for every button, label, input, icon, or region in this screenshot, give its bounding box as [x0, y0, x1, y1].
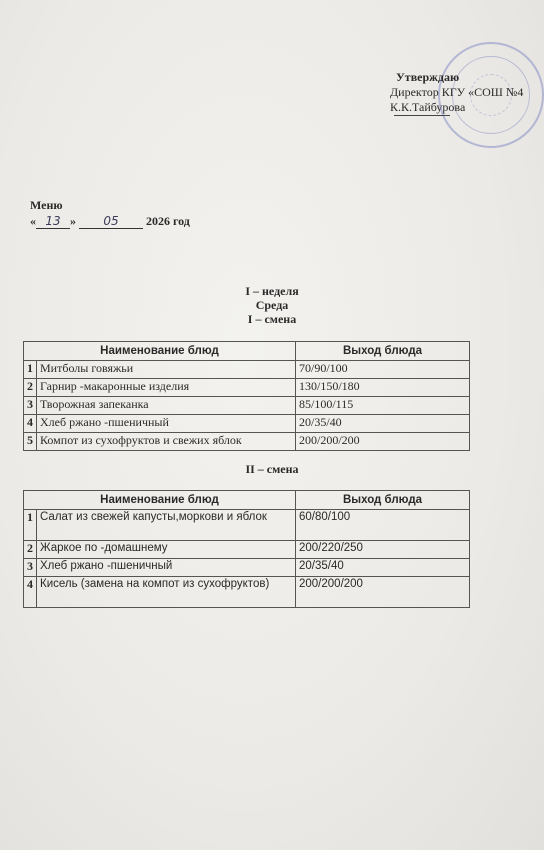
dish-output: 200/200/200	[296, 433, 470, 451]
date-year: 2026 год	[146, 214, 190, 228]
date-month: 05	[79, 214, 143, 229]
row-number: 2	[24, 379, 37, 397]
dish-name: Гарнир -макаронные изделия	[37, 379, 296, 397]
dish-output: 60/80/100	[296, 510, 470, 541]
day-heading: Среда	[255, 298, 289, 312]
table-row	[24, 541, 470, 559]
row-number: 3	[24, 397, 37, 415]
dish-output: 200/200/200	[296, 577, 470, 608]
shift2-menu-table	[23, 490, 470, 608]
dish-name: Компот из сухофруктов и свежих яблок	[37, 433, 296, 451]
table-row	[24, 577, 470, 608]
week-heading: I – неделя	[245, 284, 299, 298]
approval-title: Утверждаю	[396, 70, 460, 84]
table-row	[24, 433, 470, 451]
table-row	[24, 379, 470, 397]
dish-name: Кисель (замена на компот из сухофруктов)	[37, 577, 296, 608]
col-header-output: Выход блюда	[296, 491, 470, 510]
date-day: 13	[36, 214, 70, 229]
row-number: 3	[24, 559, 37, 577]
row-number: 5	[24, 433, 37, 451]
col-header-dish: Наименование блюд	[24, 342, 296, 361]
shift1-menu-table	[23, 341, 470, 451]
table-row	[24, 361, 470, 379]
dish-output: 20/35/40	[296, 559, 470, 577]
row-number: 1	[24, 361, 37, 379]
dish-name: Жаркое по -домашнему	[37, 541, 296, 559]
dish-output: 85/100/115	[296, 397, 470, 415]
dish-output: 200/220/250	[296, 541, 470, 559]
dish-output: 130/150/180	[296, 379, 470, 397]
menu-title: Меню	[30, 198, 63, 212]
row-number: 1	[24, 510, 37, 541]
dish-name: Хлеб ржано -пшеничный	[37, 415, 296, 433]
col-header-dish: Наименование блюд	[24, 491, 296, 510]
row-number: 2	[24, 541, 37, 559]
dish-name: Творожная запеканка	[37, 397, 296, 415]
dish-name: Хлеб ржано -пшеничный	[37, 559, 296, 577]
table-row	[24, 559, 470, 577]
date-quote-close: »	[70, 214, 76, 228]
table-row	[24, 397, 470, 415]
dish-output: 20/35/40	[296, 415, 470, 433]
dish-name: Салат из свежей капусты,моркови и яблок	[37, 510, 296, 541]
table-header-row	[24, 491, 470, 510]
approval-director-line: Директор КГУ «СОШ №4	[390, 85, 524, 99]
col-header-output: Выход блюда	[296, 342, 470, 361]
menu-date	[30, 214, 190, 229]
table-header-row	[24, 342, 470, 361]
approval-name-line	[390, 100, 523, 116]
table-row	[24, 415, 470, 433]
dish-name: Митболы говяжьи	[37, 361, 296, 379]
approval-block	[390, 70, 523, 116]
signature-line	[394, 115, 450, 116]
shift2-heading: II – смена	[245, 462, 299, 476]
row-number: 4	[24, 415, 37, 433]
dish-output: 70/90/100	[296, 361, 470, 379]
table-row	[24, 510, 470, 541]
date-quote-open: «	[30, 214, 36, 228]
shift1-heading: I – смена	[247, 312, 297, 326]
approval-name: К.К.Тайбурова	[390, 100, 466, 114]
row-number: 4	[24, 577, 37, 608]
